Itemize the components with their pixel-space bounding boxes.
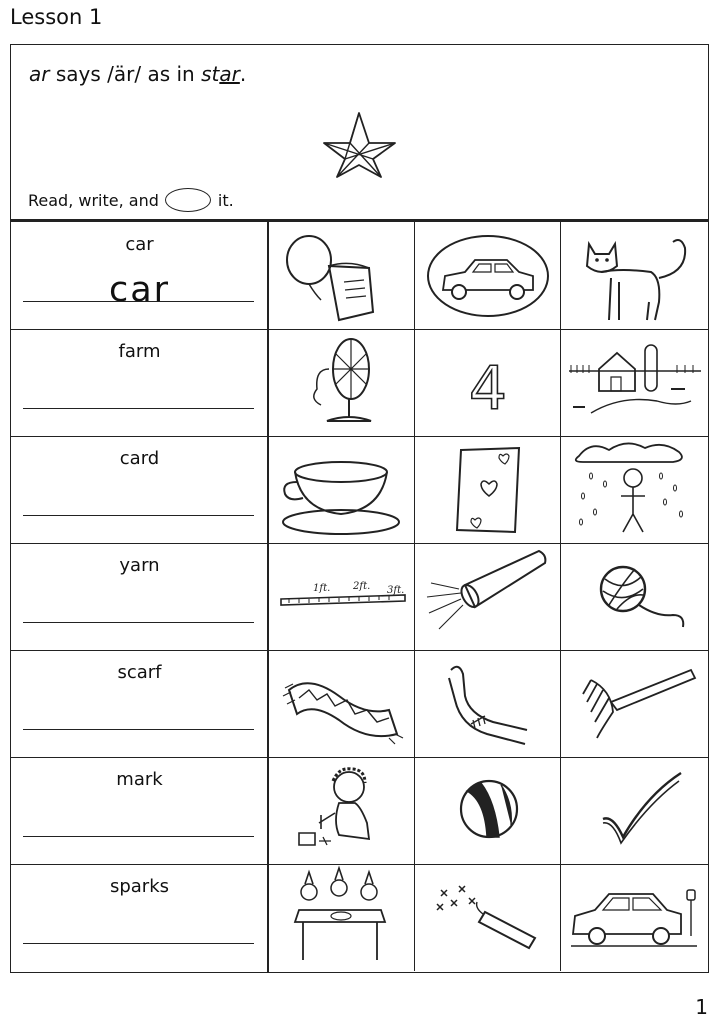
word-label: sparks: [109, 876, 170, 897]
picture-choice-yarn[interactable]: [560, 543, 706, 650]
rule-example-post: .: [239, 62, 247, 86]
write-line[interactable]: [23, 729, 254, 730]
write-line[interactable]: [23, 622, 254, 623]
word-cell: [11, 436, 268, 543]
word-row: [11, 436, 708, 543]
sample-written-word: car: [108, 270, 171, 310]
picture-choice-cup[interactable]: [268, 436, 414, 543]
picture-choice-car[interactable]: [414, 222, 560, 329]
word-label: card: [119, 448, 160, 469]
scarred-arm-icon: [415, 650, 561, 757]
word-cell: [11, 543, 268, 650]
picture-choice-flashlight[interactable]: [414, 543, 560, 650]
word-cell: [11, 222, 268, 329]
number-four-icon: [415, 329, 561, 436]
word-cell: [11, 329, 268, 436]
word-label: mark: [116, 769, 163, 790]
picture-choice-four[interactable]: [414, 329, 560, 436]
picture-choice-fan[interactable]: [268, 329, 414, 436]
picture-choice-card[interactable]: [414, 436, 560, 543]
instruction-after: it.: [217, 190, 234, 210]
firecracker-sparks-icon: [415, 864, 561, 971]
picture-choice-sparks[interactable]: [414, 864, 560, 971]
ruler-yardstick-icon: [269, 543, 415, 650]
picture-choice-scar[interactable]: [414, 650, 560, 757]
write-line[interactable]: [23, 515, 254, 516]
striped-ball-icon: [415, 757, 561, 864]
checkmark-icon: [561, 757, 707, 864]
cat-icon: [561, 222, 707, 329]
farm-barn-icon: [561, 329, 707, 436]
four-glyph: 4: [468, 354, 508, 424]
yarn-ball-icon: [561, 543, 707, 650]
teacup-saucer-icon: [269, 436, 415, 543]
write-line[interactable]: [23, 836, 254, 837]
rule-box: [10, 44, 709, 220]
rule-says: says /är/ as in: [55, 62, 195, 86]
picture-choice-scarf[interactable]: [268, 650, 414, 757]
word-cell: [11, 757, 268, 864]
word-row: [11, 222, 708, 329]
write-line[interactable]: [23, 301, 254, 302]
word-row: [11, 543, 708, 650]
picture-choice-party[interactable]: [268, 864, 414, 971]
ruler-label-1: 1ft.: [313, 583, 331, 594]
child-with-toys-icon: [269, 757, 415, 864]
rule-example-pre: st: [201, 62, 220, 86]
word-cell: [11, 864, 268, 971]
rake-icon: [561, 650, 707, 757]
page-number: 1: [695, 995, 708, 1019]
word-label: farm: [118, 341, 161, 362]
picture-choice-can[interactable]: [268, 222, 414, 329]
word-label: scarf: [117, 662, 162, 683]
electric-fan-icon: [269, 329, 415, 436]
party-kids-icon: [269, 864, 415, 971]
rule-example-marked: ar: [219, 62, 240, 86]
scarf-icon: [269, 650, 415, 757]
rule-pattern: ar: [29, 62, 50, 86]
phonics-rule: [29, 62, 246, 86]
flashlight-icon: [415, 543, 561, 650]
picture-choice-rake[interactable]: [560, 650, 706, 757]
word-row: [11, 650, 708, 757]
car-in-oval-icon: [415, 222, 561, 329]
word-row: [11, 864, 708, 971]
picture-choice-rain[interactable]: [560, 436, 706, 543]
star-icon: [321, 109, 397, 179]
word-label: car: [125, 234, 154, 255]
circle-oval-icon: [165, 188, 211, 212]
picture-choice-parked-car[interactable]: [560, 864, 706, 971]
word-cell: [11, 650, 268, 757]
ruler-label-2: 2ft.: [353, 581, 371, 592]
picture-choice-child[interactable]: [268, 757, 414, 864]
parked-car-meter-icon: [561, 864, 707, 971]
picture-choice-yard[interactable]: [268, 543, 414, 650]
playing-card-icon: [415, 436, 561, 543]
picture-choice-cat[interactable]: [560, 222, 706, 329]
can-with-balloon-icon: [269, 222, 415, 329]
picture-choice-ball[interactable]: [414, 757, 560, 864]
word-row: [11, 329, 708, 436]
lesson-title: Lesson 1: [10, 5, 103, 29]
picture-choice-checkmark[interactable]: [560, 757, 706, 864]
word-label: yarn: [119, 555, 160, 576]
instruction: [28, 188, 234, 212]
ruler-label-3: 3ft.: [387, 585, 405, 596]
instruction-before: Read, write, and: [28, 190, 159, 210]
word-grid: [10, 220, 709, 973]
word-row: [11, 757, 708, 864]
picture-choice-farm[interactable]: [560, 329, 706, 436]
rain-cloud-icon: [561, 436, 707, 543]
write-line[interactable]: [23, 408, 254, 409]
write-line[interactable]: [23, 943, 254, 944]
